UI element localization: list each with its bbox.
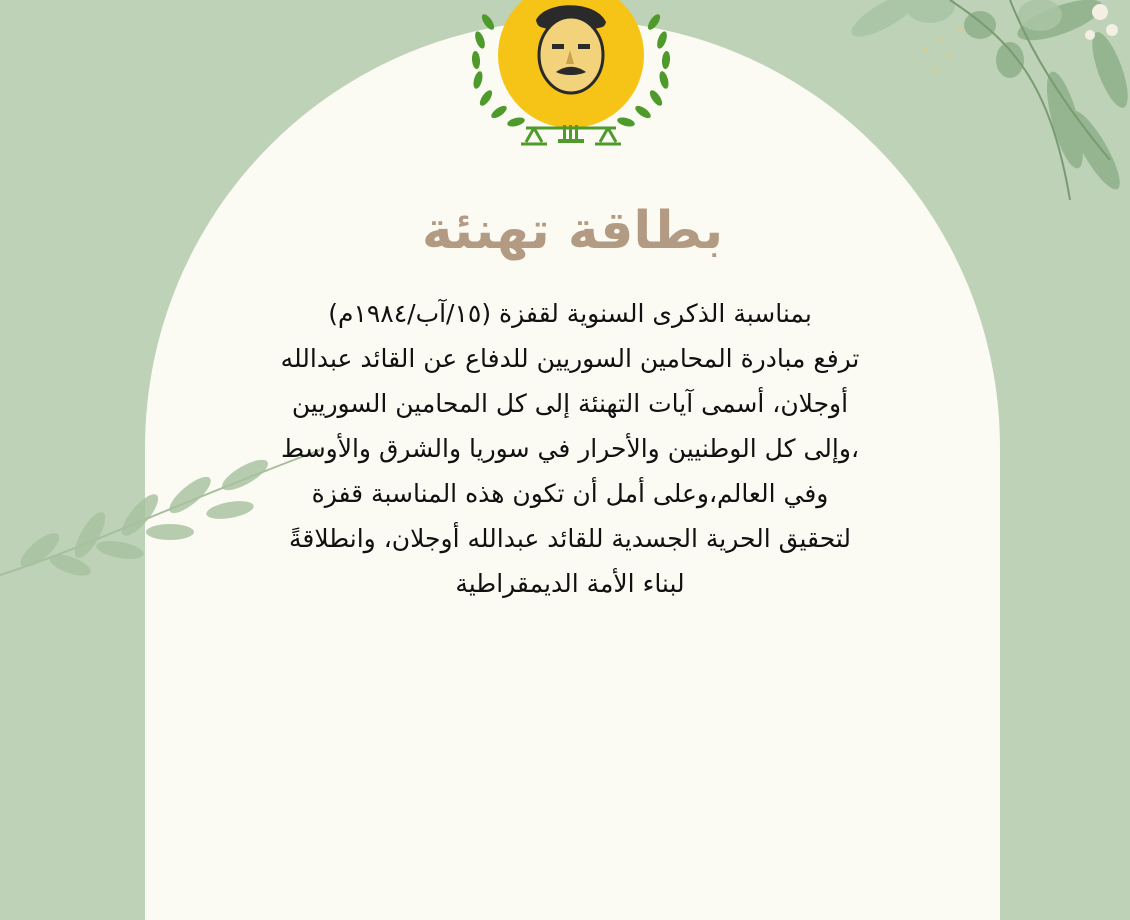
greeting-line: ،وإلى كل الوطنيين والأحرار في سوريا والشرق والأوسط — [280, 434, 860, 463]
greeting-line: أوجلان، أسمى آيات التهنئة إلى كل المحامين السوريين — [291, 389, 849, 418]
portrait-laurel-emblem-icon — [466, 0, 676, 155]
card-title: بطاقة تهنئة — [421, 201, 724, 261]
greeting-line: بمناسبة الذكرى السنوية لقفزة (١٥/آب/١٩٨٤م) — [328, 299, 812, 328]
greeting-line: لتحقيق الحرية الجسدية للقائد عبدالله أوجلان، وانطلاقةً — [289, 524, 851, 553]
greeting-line: وفي العالم،وعلى أمل أن تكون هذه المناسبة قفزة — [311, 479, 829, 508]
greeting-body — [200, 291, 940, 606]
greeting-line: لبناء الأمة الديمقراطية — [455, 569, 685, 598]
greeting-line: ترفع مبادرة المحامين السوريين للدفاع عن القائد عبدالله — [280, 344, 860, 373]
